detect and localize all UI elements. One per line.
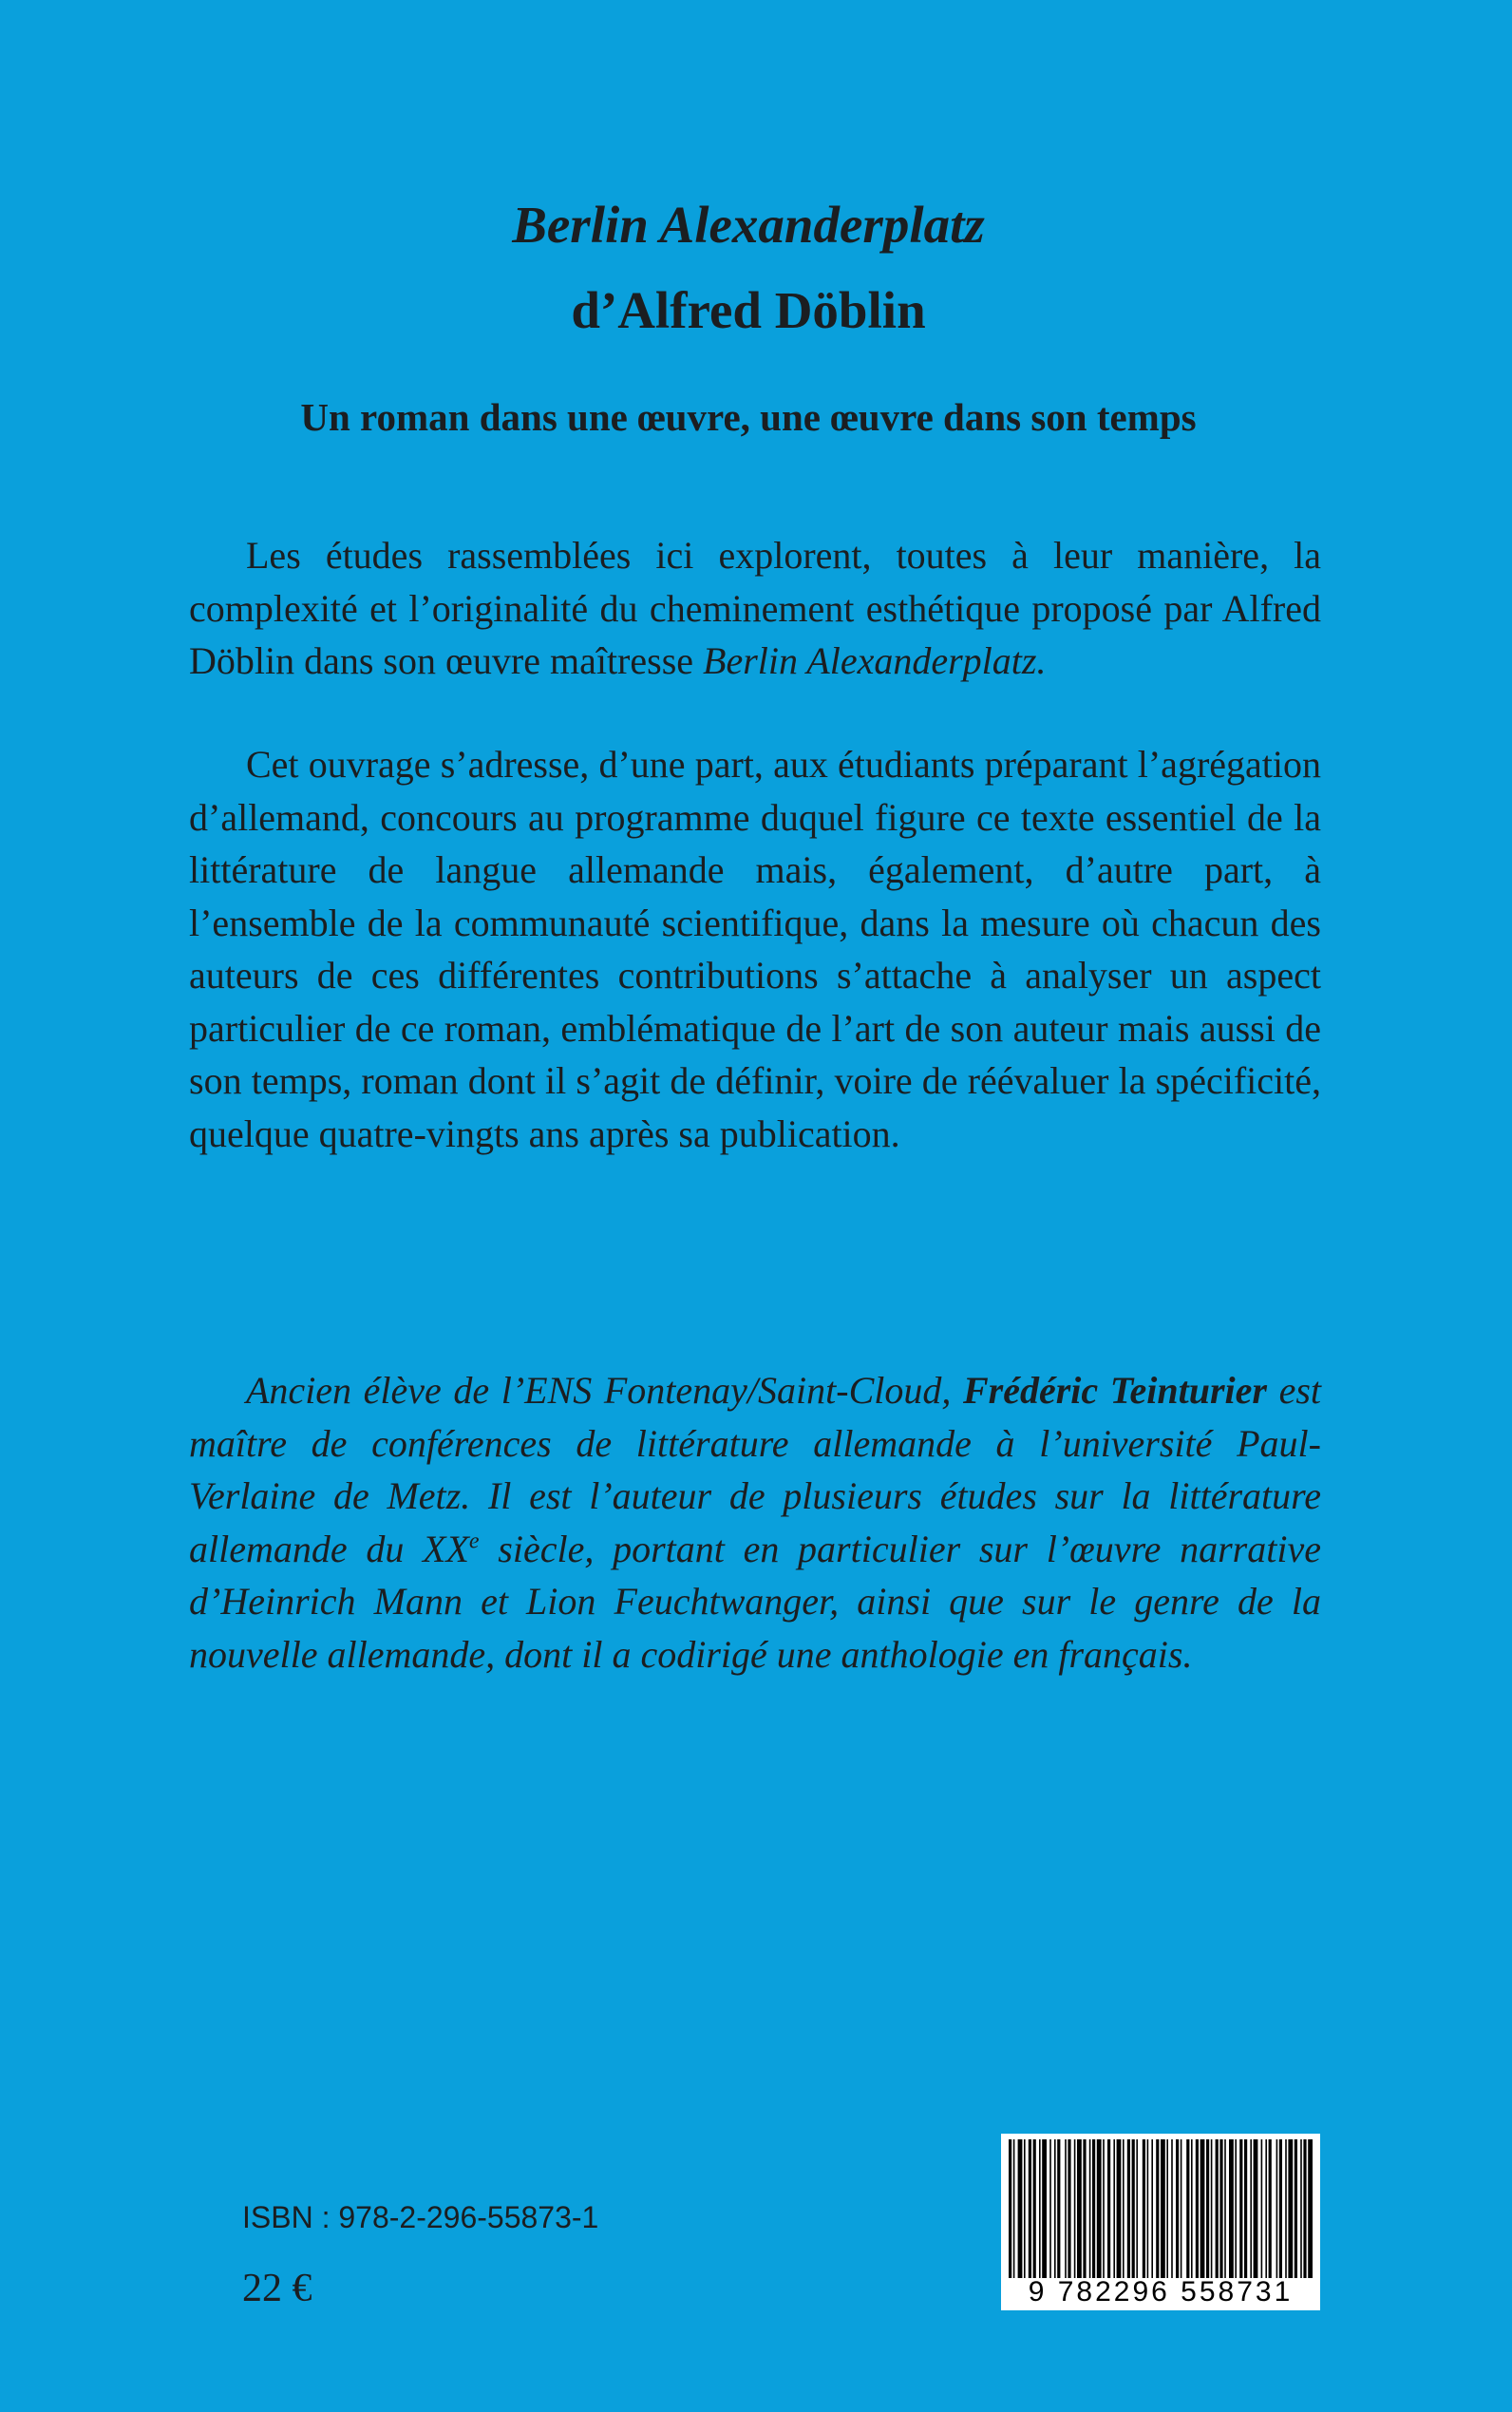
barcode-bar — [1224, 2139, 1226, 2282]
barcode-bar — [1042, 2139, 1047, 2282]
author-bio-text-end: siècle, portant en particulier sur l’œuvre narrative d’Heinrich Mann et Lion Feuchtwanger, ainsi que sur le genre de la nouvelle allemande, dont il a codirigé une anthologie en français. — [189, 1527, 1321, 1676]
barcode-bar — [1009, 2139, 1011, 2282]
barcode-bar — [1033, 2139, 1036, 2282]
barcode-bar — [1166, 2139, 1168, 2282]
blurb-paragraph-1 — [189, 529, 1321, 688]
barcode-bar — [1235, 2139, 1237, 2282]
author-name: Frédéric Teinturier — [962, 1369, 1267, 1412]
price-label: 22 € — [242, 2267, 312, 2310]
barcode-bar — [1065, 2139, 1067, 2282]
book-subtitle: Un roman dans une œuvre, une œuvre dans son temps — [300, 395, 1197, 439]
barcode-bar — [1156, 2139, 1159, 2282]
barcode-bar — [1261, 2139, 1263, 2282]
barcode-bar — [1107, 2139, 1110, 2282]
barcode-digits: 9 782296 558731 — [1001, 2278, 1320, 2307]
barcode-bar — [1136, 2139, 1138, 2282]
barcode-bar — [1074, 2139, 1076, 2282]
author-bio — [189, 1364, 1321, 1681]
barcode-bar — [1176, 2139, 1179, 2282]
blurb-paragraph-1-title: Berlin Alexanderplatz. — [703, 639, 1047, 682]
barcode-bar — [1127, 2139, 1130, 2282]
barcode-bar — [1219, 2139, 1222, 2282]
barcode-bar — [1295, 2139, 1297, 2282]
barcode-bar — [1244, 2139, 1247, 2282]
barcode-bar — [1265, 2139, 1267, 2282]
barcode-bar — [1171, 2139, 1173, 2282]
author-bio-text: est maître de conférences de littérature allemande à l’université Paul-Verlaine de Metz. Il est l’auteur de plusieurs études sur la littérature allemande du XX — [189, 1369, 1321, 1570]
barcode-bar — [1103, 2139, 1105, 2282]
barcode-bar — [1147, 2139, 1149, 2282]
isbn-label: ISBN : 978-2-296-55873-1 — [242, 2200, 599, 2234]
barcode-bar — [1250, 2139, 1252, 2282]
barcode-bar — [1161, 2139, 1165, 2282]
barcode-bar — [1206, 2139, 1209, 2282]
barcode-bar — [1300, 2139, 1302, 2282]
blurb-paragraph-2 — [189, 738, 1321, 1160]
barcode-bar — [1083, 2139, 1086, 2282]
barcode-bar — [1013, 2139, 1015, 2282]
blurb-paragraph-2-text: Cet ouvrage s’adresse, d’une part, aux étudiants préparant l’agrégation d’allemand, concours au programme duquel figure ce texte essentiel de la littérature de langue allemande mais, également, d’autre part, à l’ensemble de la communauté scientifique, dans la mesure où chacun des auteurs de ces différentes contributions s’attache à analyser un aspect particulier de ce roman, emblématique de l’art de son auteur mais aussi de son temps, roman dont il s’agit de définir, voire de réévaluer la spécificité, quelque quatre-vingts ans après sa publication. — [189, 743, 1321, 1155]
barcode-bar — [1049, 2139, 1051, 2282]
barcode-bar — [1097, 2139, 1102, 2282]
barcode-bar — [1276, 2139, 1278, 2282]
barcode-bar — [1057, 2139, 1060, 2282]
barcode-bar — [1029, 2139, 1031, 2282]
barcode — [1001, 2134, 1320, 2310]
barcode-bar — [1200, 2139, 1205, 2282]
barcode-bar — [1186, 2139, 1189, 2282]
century-superscript: e — [468, 1529, 480, 1554]
barcode-bar — [1191, 2139, 1193, 2282]
barcode-bar — [1113, 2139, 1115, 2282]
barcode-bar — [1024, 2139, 1026, 2282]
barcode-bar — [1018, 2139, 1023, 2282]
blurb-paragraph-1-text: Les études rassemblées ici explorent, toutes à leur manière, la complexité et l’originalité du cheminement esthétique proposé par Alfred Döblin dans son œuvre maîtresse — [189, 534, 1321, 682]
barcode-bar — [1117, 2139, 1122, 2282]
barcode-bar — [1229, 2139, 1234, 2282]
barcode-bar — [1132, 2139, 1135, 2282]
barcode-bar — [1303, 2139, 1306, 2282]
barcode-bar — [1151, 2139, 1153, 2282]
barcode-bar — [1211, 2139, 1213, 2282]
barcode-bar — [1288, 2139, 1293, 2282]
barcode-bar — [1077, 2139, 1082, 2282]
barcode-bar — [1285, 2139, 1287, 2282]
barcode-bar — [1143, 2139, 1145, 2282]
barcode-bar — [1216, 2139, 1219, 2282]
barcode-bar — [1308, 2139, 1313, 2282]
barcode-bar — [1068, 2139, 1070, 2282]
barcode-bar — [1089, 2139, 1091, 2282]
barcode-bar — [1269, 2139, 1272, 2282]
barcode-bar — [1123, 2139, 1125, 2282]
book-title: Berlin Alexanderplatz — [512, 196, 985, 254]
barcode-bar — [1239, 2139, 1242, 2282]
barcode-bar — [1181, 2139, 1182, 2282]
barcode-bar — [1254, 2139, 1258, 2282]
book-author-line: d’Alfred Döblin — [571, 281, 926, 339]
barcode-bar — [1039, 2139, 1041, 2282]
barcode-bar — [1279, 2139, 1282, 2282]
barcode-bar — [1054, 2139, 1056, 2282]
barcode-bar — [1196, 2139, 1199, 2282]
author-bio-intro: Ancien élève de l’ENS Fontenay/Saint-Cloud, — [246, 1369, 952, 1412]
barcode-bar — [1092, 2139, 1095, 2282]
